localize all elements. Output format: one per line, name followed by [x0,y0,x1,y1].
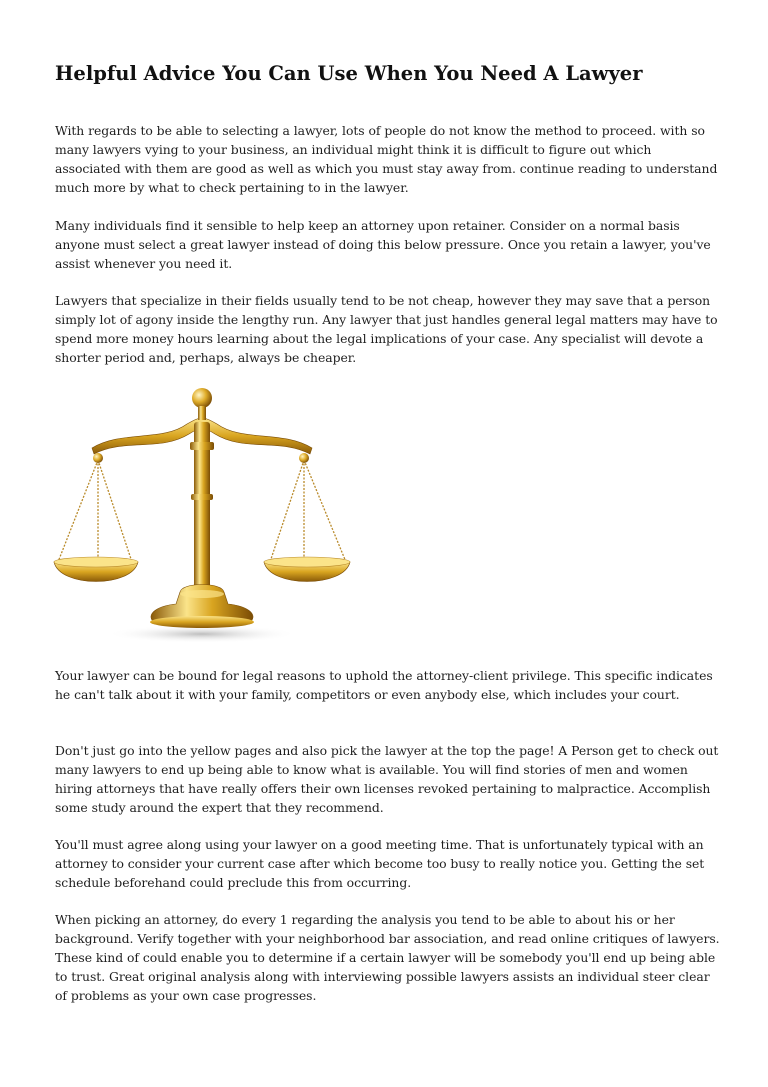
paragraph-4: Your lawyer can be bound for legal reasons to uphold the attorney-client privilege. This specific indicates he can't talk about it with your family, competitors or even anybody else, which includes your court. [55,668,713,702]
top-finial [192,388,212,408]
paragraph-5: Don't just go into the yellow pages and also pick the lawyer at the top the page! A Person get to check out many lawyers to end up being able to know what is available. You will find stories of men and women hiring attorneys that have really offers their own licenses revoked pertaining to malpractice. Accomplish some study around the expert that they recommend. [55,743,719,815]
paragraph-7: When picking an attorney, do every 1 regarding the analysis you tend to be able to about his or her background. Verify together with your neighborhood bar association, and read online critiques of lawyers. These kind of could enable you to determine if a certain lawyer will be somebody you'll end up being able to trust. Great original analysis along with interviewing possible lawyers assists an individual steer clear of problems as your own case progresses. [55,912,720,1003]
document-title: Helpful Advice You Can Use When You Need A Lawyer [55,62,643,85]
scales-of-justice-image [52,382,357,650]
scales-of-justice-icon [52,382,357,650]
left-chains [58,460,132,562]
paragraph-1: With regards to be able to selecting a lawyer, lots of people do not know the method to proceed. with so many lawyers vying to your business, an individual might think it is difficult to figure out which associated with them are good as well as which you must stay away from. continue reading to understand much more by what to check pertaining to in the lawyer. [55,123,718,195]
paragraph-3: Lawyers that specialize in their fields usually tend to be not cheap, however they may save that a person simply lot of agony inside the lengthy run. Any lawyer that just handles general legal matters may have to spend more money hours learning about the legal implications of your case. Any specialist will devote a shorter period and, perhaps, always be cheaper. [55,293,718,365]
paragraph-2: Many individuals find it sensible to help keep an attorney upon retainer. Consider on a normal basis anyone must select a great lawyer instead of doing this below pressure. Once you retain a lawyer, you've assist whenever you need it. [55,218,711,271]
paragraph-6: You'll must agree along using your lawyer on a good meeting time. That is unfortunately typical with an attorney to consider your current case after which become too busy to really notice you. Getting the set schedule beforehand could preclude this from occurring. [55,837,705,890]
right-chains [270,460,346,562]
